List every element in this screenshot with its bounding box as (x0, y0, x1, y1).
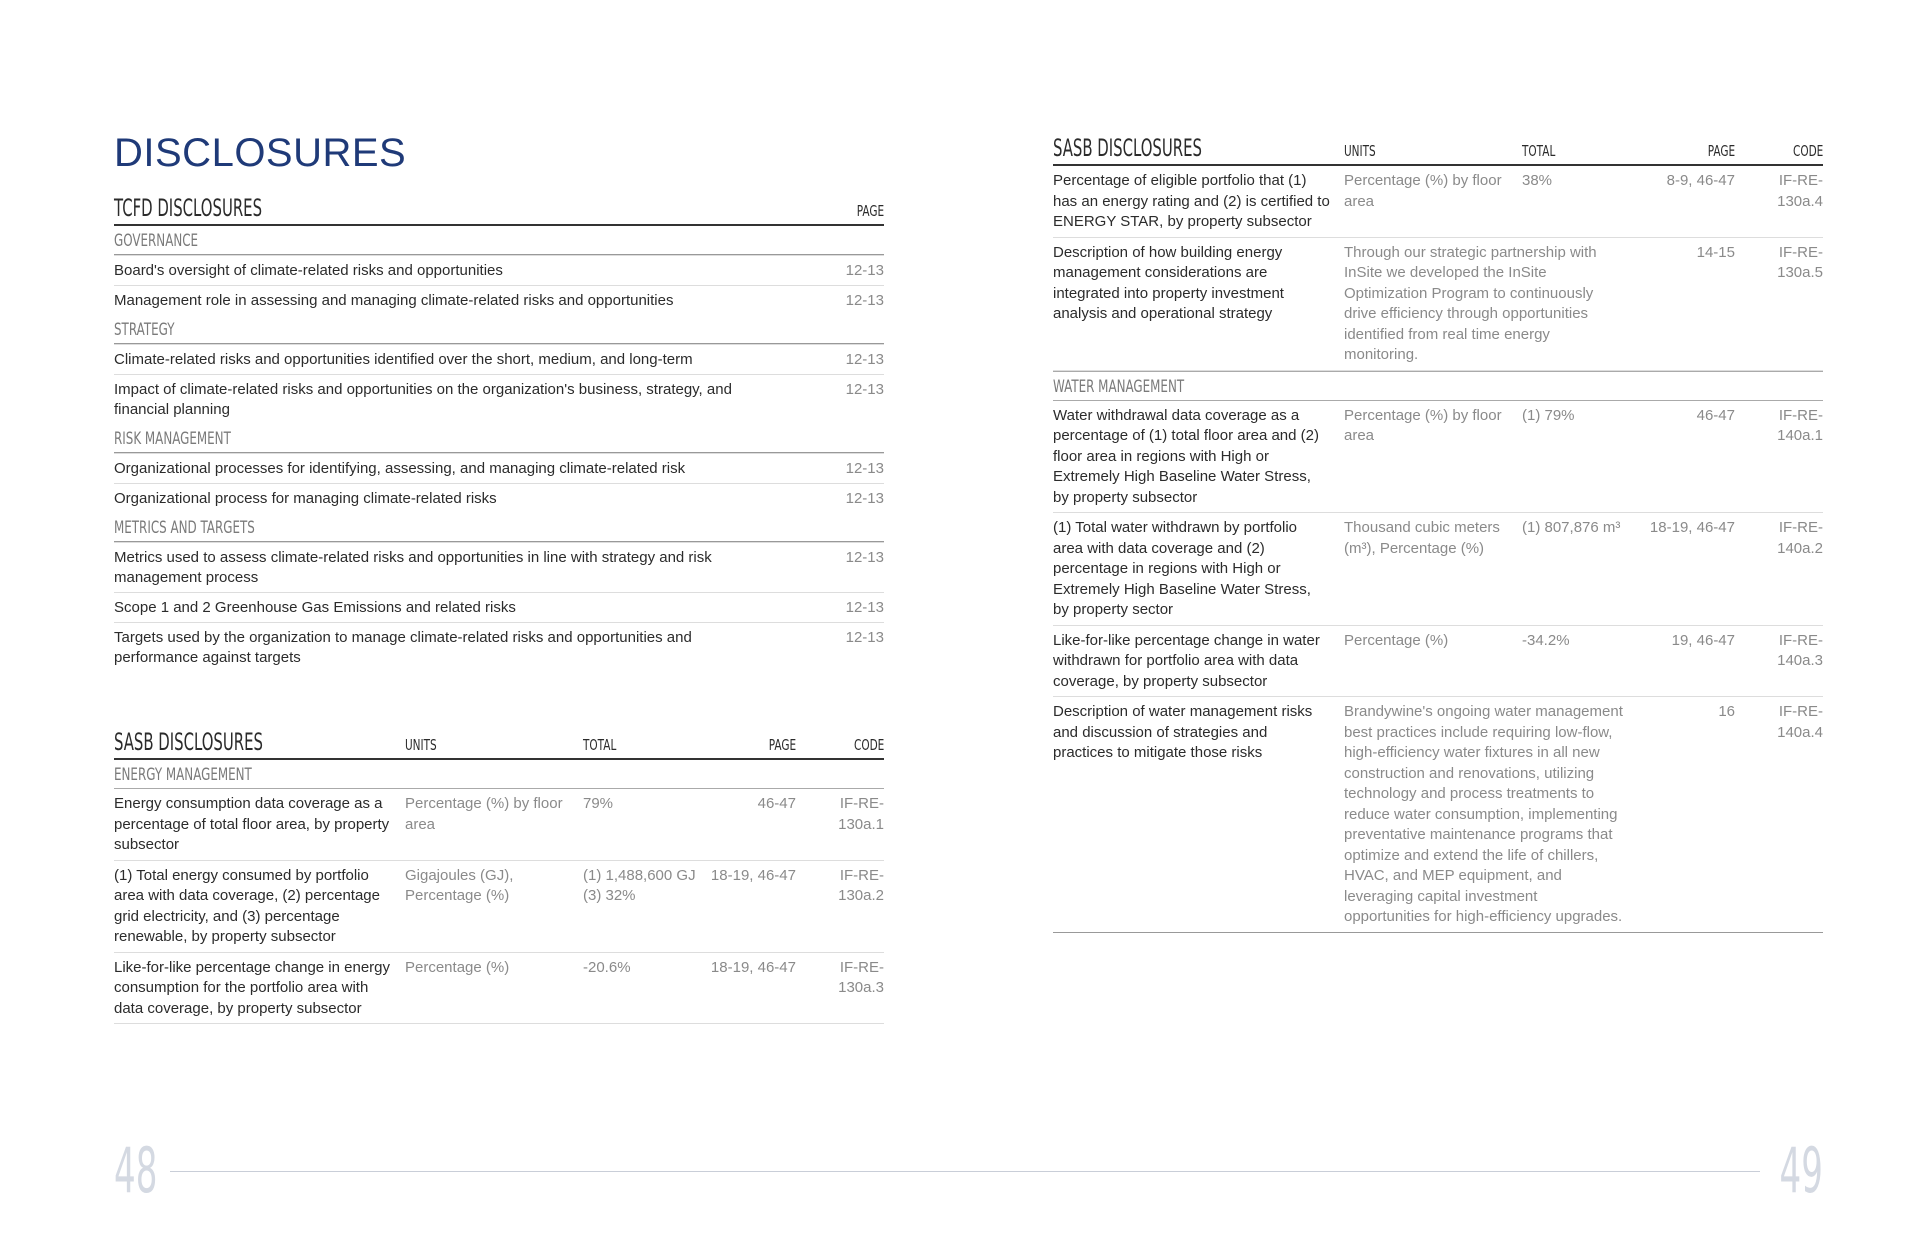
metric-text: Like-for-like percentage change in water withdrawn for portfolio area with data coverage, by property subsector (1053, 631, 1320, 690)
group-energy-management: ENERGY MANAGEMENT (114, 765, 252, 785)
page-header: PAGE (768, 736, 796, 754)
tcfd-table (114, 188, 884, 672)
table-row (1053, 513, 1823, 626)
group-water-management: WATER MANAGEMENT (1053, 376, 1185, 397)
disclosure-text: Organizational process for managing climate-related risks (114, 490, 497, 507)
metric-text: (1) Total water withdrawn by portfolio area with data coverage and (2) percentage in regions with High or Extremely High Baseline Water Stress, by property sector (1053, 519, 1311, 618)
total-cell: 38% (1522, 172, 1553, 189)
table-row (114, 344, 884, 374)
page-cell: 18-19, 46-47 (1649, 519, 1735, 536)
code-cell: IF-RE-140a.4 (1777, 703, 1823, 741)
units-header: UNITS (405, 736, 437, 754)
description-text: Brandywine's ongoing water management best practices include requiring low-flow, high-efficiency water fixtures in all new construction and renovations, utilizing technology and process treatments to reduce water consumption, implementing preventative maintenance programs that optimize and extend the life of chillers, HVAC, and MEP equipment, and leveraging capital investment opportunities for high-efficiency upgrades. (1344, 703, 1623, 925)
units-header: UNITS (1344, 142, 1376, 160)
page-cell: 18-19, 46-47 (710, 866, 796, 884)
code-cell: IF-RE-130a.2 (838, 866, 884, 904)
group-heading: STRATEGY (114, 320, 175, 340)
table-row (1053, 697, 1823, 933)
table-row (114, 483, 884, 513)
table-row (114, 953, 884, 1025)
table-row (1053, 238, 1823, 371)
code-cell: IF-RE-130a.5 (1777, 243, 1823, 281)
table-row (114, 255, 884, 285)
code-cell: IF-RE-130a.1 (838, 795, 884, 833)
metric-text: (1) Total energy consumed by portfolio area with data coverage, (2) percentage grid electricity, and (3) percentage renewable, by property subsector (114, 866, 380, 945)
page-title: DISCLOSURES (114, 130, 407, 175)
table-row (1053, 401, 1823, 514)
code-header: CODE (853, 736, 884, 754)
total-cell: (1) 807,876 m³ (1522, 519, 1621, 536)
table-row (114, 374, 884, 424)
table-row (1053, 166, 1823, 238)
disclosure-text: Scope 1 and 2 Greenhouse Gas Emissions and related risks (114, 599, 516, 616)
table-row (114, 453, 884, 483)
disclosure-text: Impact of climate-related risks and opportunities on the organization's business, strategy, and financial planning (114, 381, 732, 418)
page-ref: 12-13 (845, 599, 884, 616)
total-cell: -34.2% (1522, 631, 1570, 649)
page-ref: 12-13 (845, 490, 884, 507)
metric-text: Description of water management risks and discussion of strategies and practices to mitigate those risks (1053, 703, 1313, 761)
tcfd-group (114, 315, 884, 344)
units-cell: Percentage (%) by floor area (405, 795, 563, 833)
metric-text: Percentage of eligible portfolio that (1) has an energy rating and (2) is certified to ENERGY STAR, by property subsector (1053, 172, 1330, 230)
group-heading: METRICS AND TARGETS (114, 518, 255, 538)
sasb-left-title: SASB DISCLOSURES (114, 728, 263, 756)
code-cell: IF-RE-140a.3 (1777, 631, 1823, 669)
units-cell: Percentage (%) by floor area (1344, 406, 1502, 444)
table-row (114, 789, 884, 861)
page-header: PAGE (1707, 142, 1735, 160)
units-cell: Gigajoules (GJ), Percentage (%) (405, 866, 514, 904)
page-cell: 14-15 (1696, 243, 1735, 261)
total-cell: -20.6% (583, 958, 631, 976)
page-cell: 18-19, 46-47 (710, 958, 796, 976)
page-cell: 16 (1718, 703, 1735, 720)
page-ref: 12-13 (845, 629, 884, 646)
page-cell: 19, 46-47 (1671, 631, 1735, 649)
page-number-right: 49 (1779, 1134, 1823, 1207)
page-cell: 8-9, 46-47 (1666, 172, 1735, 189)
tcfd-group (114, 226, 884, 255)
code-cell: IF-RE-140a.2 (1777, 519, 1823, 557)
code-header: CODE (1792, 142, 1823, 160)
units-cell: Percentage (%) by floor area (1344, 172, 1502, 210)
sasb-right-title: SASB DISCLOSURES (1053, 134, 1202, 162)
table-row (114, 861, 884, 953)
code-cell: IF-RE-130a.4 (1777, 172, 1823, 210)
tcfd-title: TCFD DISCLOSURES (114, 194, 263, 222)
page-cell: 46-47 (757, 795, 796, 812)
units-cell: Thousand cubic meters (m³), Percentage (%) (1344, 519, 1500, 557)
code-cell: IF-RE-140a.1 (1777, 406, 1823, 444)
group-heading: GOVERNANCE (114, 231, 199, 251)
table-row (1053, 626, 1823, 698)
disclosure-text: Board's oversight of climate-related risks and opportunities (114, 262, 503, 279)
tcfd-header (114, 188, 884, 226)
tcfd-page-header: PAGE (856, 202, 884, 220)
sasb-energy-table (114, 722, 884, 1024)
disclosure-text: Organizational processes for identifying, assessing, and managing climate-related risk (114, 460, 686, 477)
metric-text: Description of how building energy management considerations are integrated into property investment analysis and operational strategy (1053, 243, 1284, 322)
units-cell: Percentage (%) (1344, 631, 1449, 649)
tcfd-group (114, 424, 884, 453)
page-ref: 12-13 (845, 262, 884, 279)
metric-text: Like-for-like percentage change in energy consumption for the portfolio area with data coverage, by property subsector (114, 958, 390, 1017)
disclosure-text: Targets used by the organization to manage climate-related risks and opportunities and performance against targets (114, 629, 692, 666)
group-heading: RISK MANAGEMENT (114, 429, 231, 449)
total-cell: (1) 79% (1522, 406, 1575, 424)
disclosure-text: Metrics used to assess climate-related risks and opportunities in line with strategy and risk management process (114, 549, 712, 586)
sasb-left-header (114, 722, 884, 760)
page-ref: 12-13 (845, 549, 884, 566)
total-header: TOTAL (1522, 142, 1556, 160)
table-row (114, 285, 884, 315)
table-row (114, 592, 884, 622)
page-cell: 46-47 (1696, 406, 1735, 424)
disclosure-text: Climate-related risks and opportunities identified over the short, medium, and long-term (114, 351, 693, 368)
description-text: Through our strategic partnership with InSite we developed the InSite Optimization Program to continuously drive efficiency through opportunities identified from real time energy monitoring. (1344, 243, 1597, 363)
disclosure-text: Management role in assessing and managing climate-related risks and opportunities (114, 292, 674, 309)
units-cell: Percentage (%) (405, 958, 510, 976)
tcfd-group (114, 513, 884, 542)
page-ref: 12-13 (845, 460, 884, 477)
page-number-left: 48 (114, 1134, 158, 1207)
table-row (114, 542, 884, 592)
total-cell: 79% (583, 795, 614, 812)
code-cell: IF-RE-130a.3 (838, 958, 884, 996)
total-header: TOTAL (583, 736, 617, 754)
sasb-right-header (1053, 128, 1823, 166)
metric-text: Energy consumption data coverage as a percentage of total floor area, by property subsector (114, 795, 390, 853)
page-ref: 12-13 (845, 292, 884, 309)
metric-text: Water withdrawal data coverage as a percentage of (1) total floor area and (2) floor area in regions with High or Extremely High Baseline Water Stress, by property subsector (1053, 406, 1319, 506)
table-row (114, 622, 884, 672)
page-ref: 12-13 (845, 351, 884, 368)
sasb-water-table (1053, 128, 1823, 933)
total-cell: (1) 1,488,600 GJ (3) 32% (583, 866, 696, 904)
footer-rule (170, 1171, 1760, 1172)
page-ref: 12-13 (845, 381, 884, 398)
